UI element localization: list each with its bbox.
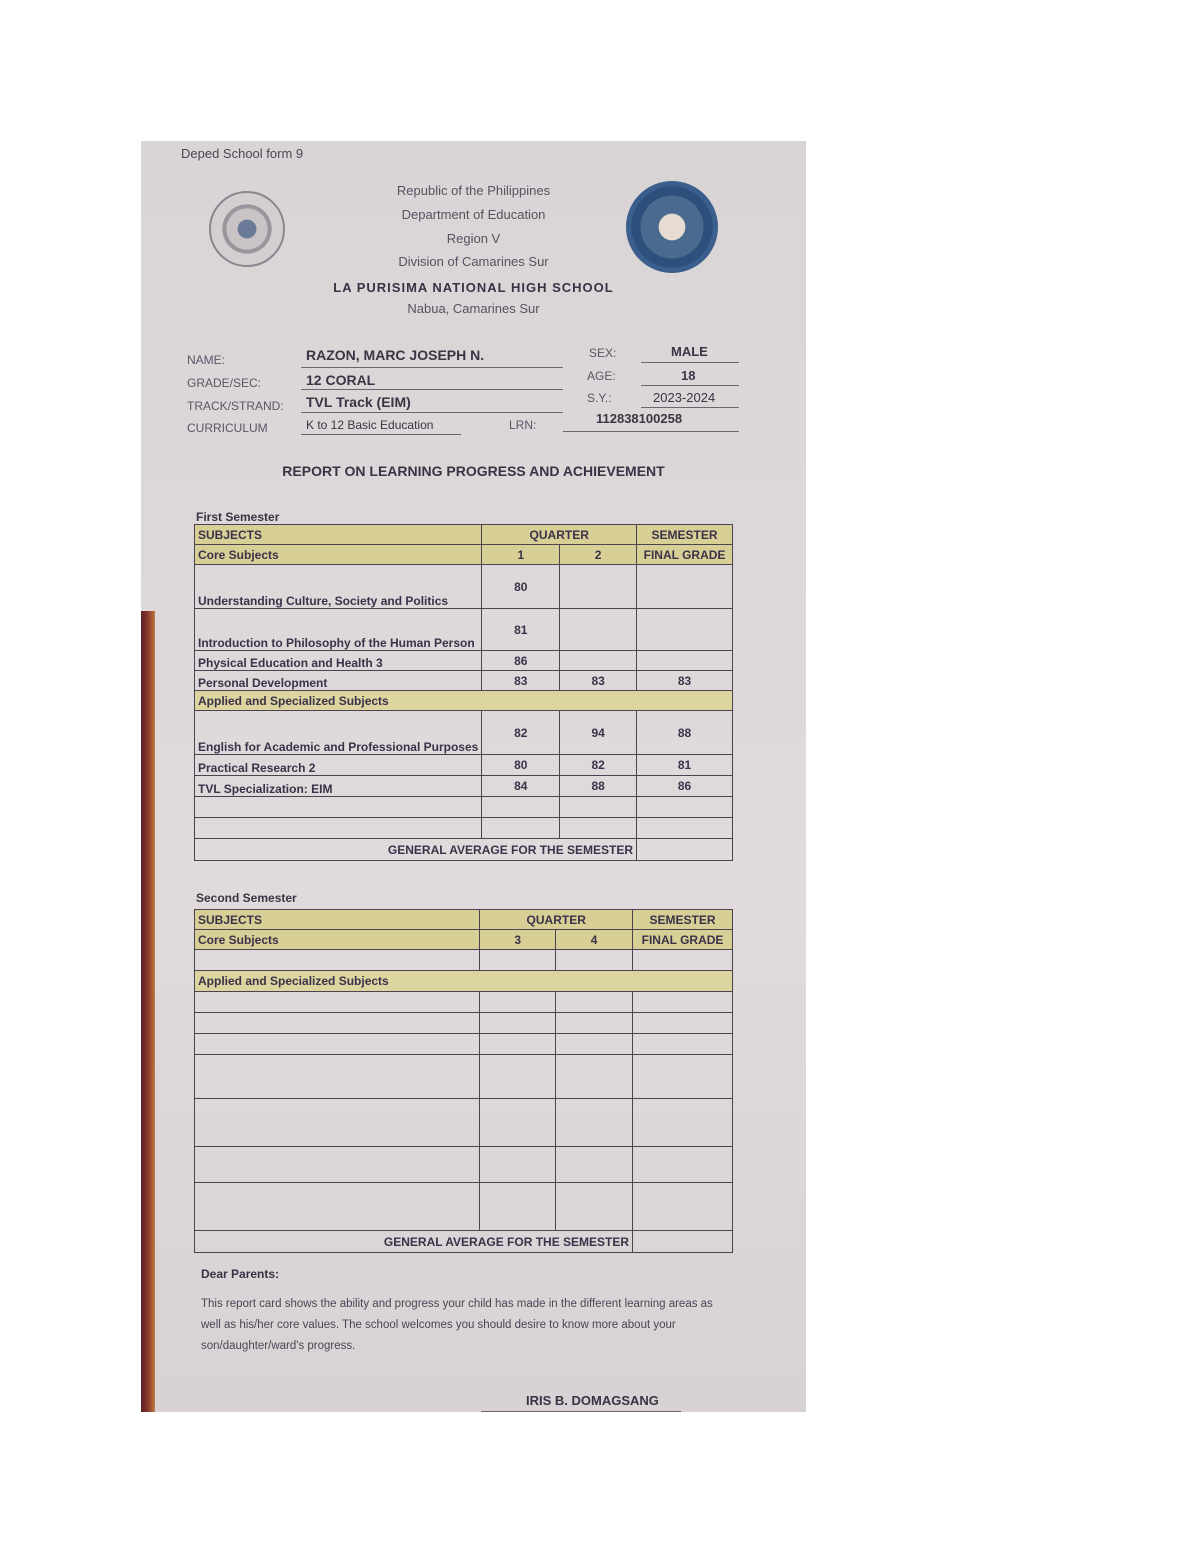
name-label: NAME:	[187, 353, 226, 367]
name-underline	[301, 367, 563, 368]
final-grade: 86	[637, 776, 733, 797]
grade-q2	[560, 565, 637, 609]
table-row	[195, 711, 733, 755]
letter-salutation: Dear Parents:	[201, 1267, 280, 1281]
letter-body: This report card shows the ability and progress your child has made in the different learning areas as well as his/her core values. The school welcomes you should desire to know more about your son/daughter/ward's progress.	[201, 1298, 713, 1352]
general-average-value	[637, 839, 733, 861]
curriculum: K to 12 Basic Education	[306, 418, 434, 432]
grade-q1: 80	[482, 565, 560, 609]
grade-q2	[560, 609, 637, 651]
general-average-value	[633, 1231, 733, 1253]
school-address: Nabua, Camarines Sur	[407, 301, 540, 316]
final-grade-header: FINAL GRADE	[637, 545, 733, 565]
grade-q1: 84	[482, 776, 560, 797]
applied-subjects-header: Applied and Specialized Subjects	[195, 971, 733, 992]
background-edge	[141, 611, 155, 1412]
quarter-header: QUARTER	[482, 525, 637, 545]
quarter-4-header: 4	[556, 930, 633, 950]
signature-line	[481, 1411, 681, 1412]
grade-q1: 82	[482, 711, 560, 755]
grade-q2: 83	[560, 671, 637, 691]
age-label: AGE:	[587, 369, 616, 383]
table-row	[195, 797, 733, 818]
track-label: TRACK/STRAND:	[187, 399, 284, 413]
subject-name: Physical Education and Health 3	[195, 651, 482, 671]
table-row	[195, 1055, 733, 1099]
subject-name: TVL Specialization: EIM	[195, 776, 482, 797]
table-row	[195, 1099, 733, 1147]
track-strand: TVL Track (EIM)	[306, 394, 411, 410]
lrn-underline	[563, 431, 739, 432]
table-row	[195, 755, 733, 776]
subject-name: Introduction to Philosophy of the Human Person	[195, 609, 482, 651]
semester-header: SEMESTER	[633, 910, 733, 930]
grade-q1: 83	[482, 671, 560, 691]
age-value: 18	[681, 368, 696, 383]
table-row	[195, 1034, 733, 1055]
grade-underline	[301, 389, 563, 390]
grade-q1: 81	[482, 609, 560, 651]
grade-q2: 94	[560, 711, 637, 755]
school-name: LA PURISIMA NATIONAL HIGH SCHOOL	[333, 280, 614, 295]
age-underline	[641, 385, 739, 386]
grade-label: GRADE/SEC:	[187, 376, 262, 390]
final-grade: 83	[637, 671, 733, 691]
semester-header: SEMESTER	[637, 525, 733, 545]
sex-label: SEX:	[589, 346, 617, 360]
final-grade	[637, 651, 733, 671]
report-title: REPORT ON LEARNING PROGRESS AND ACHIEVEMENT	[282, 463, 665, 479]
subject-name: English for Academic and Professional Purposes	[195, 711, 482, 755]
lrn-label: LRN:	[509, 418, 537, 432]
signer-name: IRIS B. DOMAGSANG	[526, 1393, 659, 1408]
track-underline	[301, 412, 563, 413]
first-semester-label: First Semester	[196, 510, 280, 524]
first-semester-table	[194, 524, 733, 861]
grade-q1: 86	[482, 651, 560, 671]
header-division: Division of Camarines Sur	[398, 254, 549, 269]
curriculum-label: CURRICULUM	[187, 421, 268, 435]
table-row	[195, 776, 733, 797]
table-row	[195, 651, 733, 671]
final-grade	[637, 609, 733, 651]
subject-name: Practical Research 2	[195, 755, 482, 776]
core-subjects-header: Core Subjects	[195, 545, 482, 565]
quarter-2-header: 2	[560, 545, 637, 565]
sy-value: 2023-2024	[653, 390, 716, 405]
table-row	[195, 992, 733, 1013]
subjects-header: SUBJECTS	[195, 910, 480, 930]
curriculum-underline	[301, 434, 461, 435]
general-average-label: GENERAL AVERAGE FOR THE SEMESTER	[195, 839, 637, 861]
student-name: RAZON, MARC JOSEPH N.	[306, 347, 485, 363]
final-grade-header: FINAL GRADE	[633, 930, 733, 950]
table-row	[195, 609, 733, 651]
grade-q2	[560, 651, 637, 671]
header-region: Region V	[446, 231, 501, 246]
lrn-value: 112838100258	[596, 411, 683, 426]
subject-name: Personal Development	[195, 671, 482, 691]
quarter-header: QUARTER	[480, 910, 633, 930]
form-label: Deped School form 9	[181, 146, 304, 161]
grade-q2: 82	[560, 755, 637, 776]
sex-value: MALE	[671, 344, 708, 359]
table-row	[195, 1013, 733, 1034]
table-row	[195, 818, 733, 839]
table-row	[195, 950, 733, 971]
report-card	[141, 141, 806, 1412]
grade-q2: 88	[560, 776, 637, 797]
final-grade: 81	[637, 755, 733, 776]
header-republic: Republic of the Philippines	[396, 183, 551, 198]
sy-underline	[641, 407, 739, 408]
second-semester-table	[194, 909, 733, 1253]
quarter-3-header: 3	[480, 930, 556, 950]
quarter-1-header: 1	[482, 545, 560, 565]
header-department: Department of Education	[401, 207, 546, 222]
final-grade	[637, 565, 733, 609]
table-row	[195, 671, 733, 691]
grade-q1: 80	[482, 755, 560, 776]
sex-underline	[641, 362, 739, 363]
subjects-header: SUBJECTS	[195, 525, 482, 545]
table-row	[195, 1183, 733, 1231]
grade-section: 12 CORAL	[306, 372, 376, 388]
table-row	[195, 1147, 733, 1183]
final-grade: 88	[637, 711, 733, 755]
applied-subjects-header: Applied and Specialized Subjects	[195, 691, 733, 711]
subject-name: Understanding Culture, Society and Politics	[195, 565, 482, 609]
second-semester-label: Second Semester	[196, 891, 297, 905]
sy-label: S.Y.:	[587, 391, 612, 405]
table-row	[195, 565, 733, 609]
general-average-label: GENERAL AVERAGE FOR THE SEMESTER	[195, 1231, 633, 1253]
core-subjects-header: Core Subjects	[195, 930, 480, 950]
